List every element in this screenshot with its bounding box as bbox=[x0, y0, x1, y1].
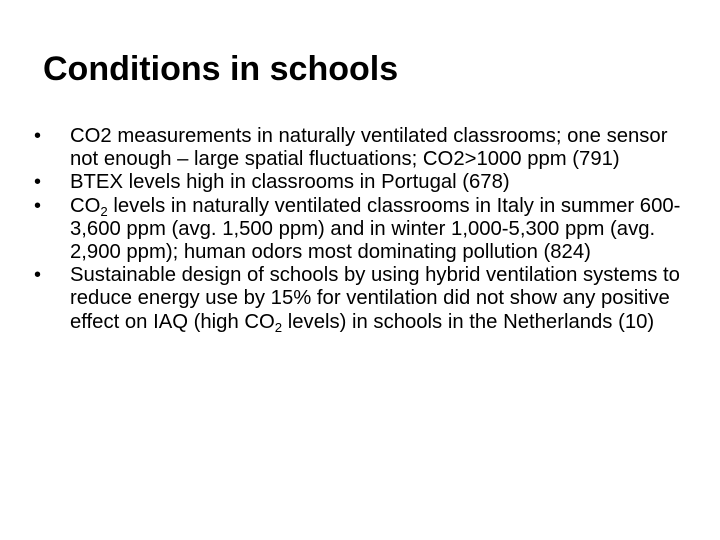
bullet-marker: • bbox=[34, 264, 42, 287]
subscript-2: 2 bbox=[274, 319, 283, 335]
co-text: CO bbox=[70, 194, 101, 217]
bullet-text-post: levels) in schools in the Netherlands (10) bbox=[282, 310, 655, 333]
bullet-marker: • bbox=[34, 171, 42, 194]
bullet-marker: • bbox=[34, 194, 42, 217]
bullet-text-pre: Sustainable design of schools by using hybrid ventilation systems to reduce energy use by 15% for ventilation did not show any positive effect on IAQ (high CO bbox=[70, 264, 680, 333]
bullet-co2-italy bbox=[34, 195, 684, 265]
bullet-text: BTEX levels high in classrooms in Portugal (678) bbox=[70, 171, 510, 194]
bullet-marker: • bbox=[34, 125, 42, 147]
subscript-2: 2 bbox=[100, 203, 108, 219]
slide-title: Conditions in schools bbox=[43, 50, 399, 88]
bullet-text bbox=[70, 264, 680, 335]
bullet-sustainable-design bbox=[34, 264, 684, 334]
bullet-text bbox=[70, 195, 680, 263]
bullet-btex-levels bbox=[34, 171, 684, 194]
bullet-co2-measurements bbox=[34, 125, 684, 171]
bullet-text: CO2 measurements in naturally ventilated classrooms; one sensor not enough – large spatial fluctuations; CO2>1000 ppm (791) bbox=[70, 125, 668, 171]
bullet-list bbox=[34, 125, 684, 334]
bullet-text-rest: levels in naturally ventilated classrooms in Italy in summer 600-3,600 ppm (avg. 1,500 ppm) and in winter 1,000-5,300 ppm (avg. 2,900 ppm); human odors most dominating pollution (824) bbox=[70, 194, 681, 264]
